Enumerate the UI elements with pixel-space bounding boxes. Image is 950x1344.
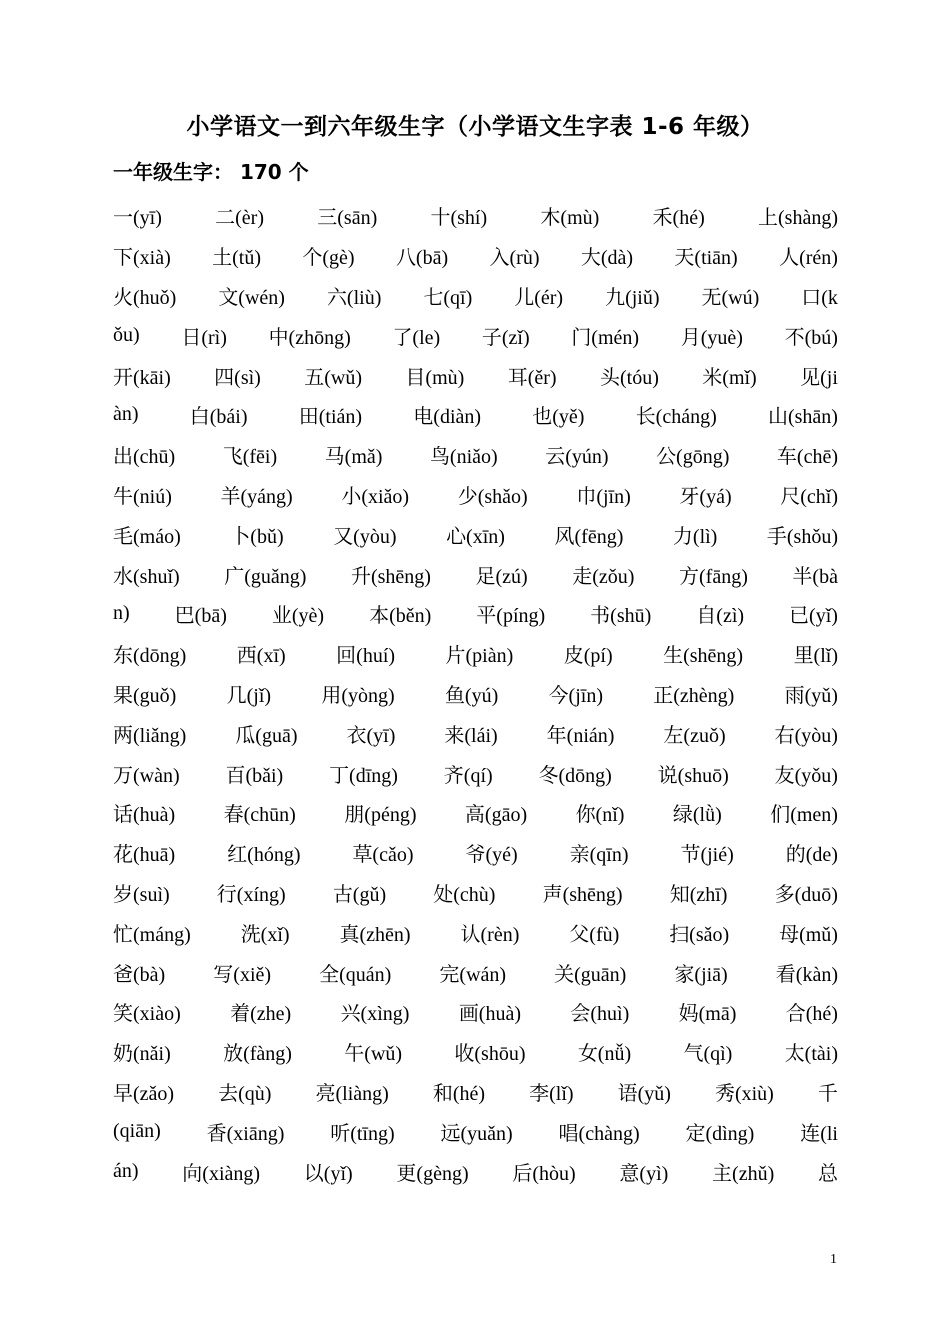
character-entry: 见(ji <box>800 366 838 389</box>
text-line <box>113 276 838 316</box>
character-entry: 九(jiǔ) <box>605 286 660 309</box>
character-entry: 飞(fēi) <box>222 446 278 469</box>
character-entry: 八(bā) <box>395 247 449 270</box>
text-line <box>113 196 838 236</box>
character-list <box>113 196 838 1191</box>
character-entry: 去(qù) <box>218 1082 272 1105</box>
text-line <box>113 713 838 753</box>
character-entry: 足(zú) <box>475 565 528 588</box>
character-entry: 多(duō) <box>774 883 838 906</box>
text-line <box>113 514 838 554</box>
text-line <box>113 1032 838 1072</box>
character-entry: 真(zhēn) <box>339 923 411 946</box>
character-entry: 远(yuǎn) <box>440 1122 513 1145</box>
character-entry: 二(èr) <box>215 207 264 230</box>
character-entry: 东(dōng) <box>113 645 187 668</box>
character-entry: 广(guǎng) <box>224 565 307 588</box>
text-line <box>113 1151 838 1191</box>
text-line <box>113 833 838 873</box>
character-entry: 马(mǎ) <box>324 446 383 469</box>
character-entry: 三(sān) <box>317 207 378 230</box>
character-entry: n) <box>113 602 130 625</box>
character-entry: 岁(suì) <box>113 883 170 906</box>
character-entry: 亲(qīn) <box>569 844 629 867</box>
character-entry: 手(shǒu) <box>766 525 838 548</box>
character-entry: 奶(nǎi) <box>113 1043 171 1066</box>
character-entry: 小(xiǎo) <box>341 485 410 508</box>
text-line <box>113 1111 838 1151</box>
character-entry: 冬(dōng) <box>538 764 612 787</box>
character-entry: 四(sì) <box>214 366 261 389</box>
character-entry: 以(yǐ) <box>303 1162 353 1185</box>
character-entry: 风(fēng) <box>554 525 624 548</box>
character-entry: 笑(xiào) <box>113 1003 181 1026</box>
character-entry: 绿(lǜ) <box>672 804 722 827</box>
character-entry: 早(zǎo) <box>113 1082 175 1105</box>
character-entry: (qiān) <box>113 1119 161 1142</box>
text-line <box>113 315 838 355</box>
character-entry: 洗(xǐ) <box>240 923 290 946</box>
text-line <box>113 674 838 714</box>
character-entry: 半(bà <box>792 565 838 588</box>
character-entry: 午(wǔ) <box>344 1043 403 1066</box>
character-entry: 上(shàng) <box>758 207 838 230</box>
character-entry: 开(kāi) <box>113 366 171 389</box>
character-entry: 皮(pí) <box>563 645 613 668</box>
text-line <box>113 793 838 833</box>
character-entry: 古(gǔ) <box>332 883 387 906</box>
character-entry: 巾(jīn) <box>576 485 631 508</box>
character-entry: 妈(mā) <box>678 1003 737 1026</box>
character-entry: 禾(hé) <box>652 207 705 230</box>
character-entry: 放(fàng) <box>223 1043 292 1066</box>
character-entry: 七(qī) <box>423 286 473 309</box>
character-entry: 来(lái) <box>444 724 498 747</box>
character-entry: 中(zhōng) <box>268 326 351 349</box>
character-entry: 今(jīn) <box>548 684 603 707</box>
character-entry: 齐(qí) <box>443 764 493 787</box>
text-line <box>113 355 838 395</box>
character-entry: 更(gèng) <box>396 1162 469 1185</box>
character-entry: 果(guǒ) <box>113 684 177 707</box>
text-line <box>113 873 838 913</box>
character-entry: 完(wán) <box>439 963 507 986</box>
character-entry: 天(tiān) <box>674 247 738 270</box>
character-entry: 春(chūn) <box>223 804 296 827</box>
character-entry: 草(cǎo) <box>352 844 414 867</box>
character-entry: 头(tóu) <box>599 366 659 389</box>
character-entry: 业(yè) <box>271 605 325 628</box>
character-entry: 兴(xìng) <box>340 1003 410 1026</box>
character-entry: 气(qì) <box>683 1043 733 1066</box>
character-entry: 忙(máng) <box>113 923 191 946</box>
character-entry: 五(wǔ) <box>304 366 363 389</box>
character-entry: 山(shān) <box>767 406 838 429</box>
text-line <box>113 992 838 1032</box>
character-entry: 语(yǔ) <box>617 1082 671 1105</box>
character-entry: 一(yī) <box>113 207 162 230</box>
text-line <box>113 594 838 634</box>
page-title: 小学语文一到六年级生字（小学语文生字表 1-6 年级） <box>186 114 764 140</box>
character-entry: 下(xià) <box>113 247 171 270</box>
character-entry: 鱼(yú) <box>444 684 499 707</box>
character-entry: 写(xiě) <box>213 963 272 986</box>
character-entry: 卜(bǔ) <box>230 525 284 548</box>
character-entry: 田(tián) <box>298 406 363 429</box>
character-entry: 目(mù) <box>405 366 465 389</box>
character-entry: 亮(liàng) <box>315 1082 389 1105</box>
character-entry: 巴(bā) <box>174 605 227 628</box>
character-entry: 和(hé) <box>432 1082 486 1105</box>
character-entry: 定(dìng) <box>685 1122 755 1145</box>
character-entry: 友(yǒu) <box>774 764 838 787</box>
character-entry: 说(shuō) <box>657 764 729 787</box>
character-entry: 关(guān) <box>554 963 627 986</box>
character-entry: 着(zhe) <box>230 1003 292 1026</box>
character-entry: 回(huí) <box>336 645 396 668</box>
character-entry: 口(k <box>801 286 838 309</box>
text-line <box>113 912 838 952</box>
character-entry: 你(nǐ) <box>575 804 625 827</box>
character-entry: 入(rù) <box>489 247 540 270</box>
character-entry: 的(de) <box>785 844 838 867</box>
character-entry: 力(lì) <box>672 525 718 548</box>
character-entry: 衣(yī) <box>346 724 396 747</box>
character-entry: 处(chù) <box>433 883 496 906</box>
character-entry: 了(le) <box>392 326 441 349</box>
character-entry: 后(hòu) <box>512 1162 576 1185</box>
character-entry: 主(zhǔ) <box>712 1162 775 1185</box>
character-entry: 右(yòu) <box>774 724 838 747</box>
character-entry: 白(bái) <box>189 406 248 429</box>
character-entry: 扫(sǎo) <box>669 923 730 946</box>
character-entry: 升(shēng) <box>350 565 431 588</box>
character-entry: 文(wén) <box>218 286 285 309</box>
character-entry: 画(huà) <box>458 1003 522 1026</box>
character-entry: 两(liǎng) <box>113 724 187 747</box>
character-entry: 本(běn) <box>369 605 432 628</box>
character-entry: 们(men) <box>770 804 838 827</box>
character-entry: 意(yì) <box>619 1162 669 1185</box>
text-line <box>113 236 838 276</box>
character-entry: 李(lǐ) <box>529 1082 574 1105</box>
character-entry: 丁(dīng) <box>329 764 398 787</box>
character-entry: 书(shū) <box>590 605 652 628</box>
character-entry: 自(zì) <box>696 605 745 628</box>
character-entry: 云(yún) <box>545 446 609 469</box>
text-line <box>113 952 838 992</box>
character-entry: 车(chē) <box>776 446 838 469</box>
character-entry: 女(nǚ) <box>577 1043 632 1066</box>
text-line <box>113 634 838 674</box>
character-entry: 秀(xiù) <box>714 1082 774 1105</box>
text-line <box>113 395 838 435</box>
text-line <box>113 475 838 515</box>
character-entry: 又(yòu) <box>333 525 397 548</box>
character-entry: 花(huā) <box>113 844 176 867</box>
character-entry: 鸟(niǎo) <box>429 446 498 469</box>
character-entry: 认(rèn) <box>460 923 520 946</box>
character-entry: 公(gōng) <box>656 446 730 469</box>
character-entry: ǒu) <box>113 323 140 346</box>
character-entry: 月(yuè) <box>680 326 743 349</box>
character-entry: 声(shēng) <box>542 883 623 906</box>
character-entry: 全(quán) <box>319 963 392 986</box>
text-line <box>113 554 838 594</box>
character-entry: 儿(ér) <box>514 286 564 309</box>
character-entry: 向(xiàng) <box>182 1162 261 1185</box>
character-entry: 母(mǔ) <box>779 923 838 946</box>
character-entry: 合(hé) <box>785 1003 838 1026</box>
character-entry: 爷(yé) <box>465 844 518 867</box>
character-entry: 片(piàn) <box>445 645 514 668</box>
character-entry: 六(liù) <box>326 286 382 309</box>
character-entry: 红(hóng) <box>227 844 301 867</box>
character-entry: 门(mén) <box>571 326 640 349</box>
section-heading: 一年级生字： 170 个 <box>113 160 309 184</box>
character-entry: 收(shōu) <box>454 1043 526 1066</box>
character-entry: 无(wú) <box>701 286 760 309</box>
character-entry: àn) <box>113 403 139 426</box>
character-entry: 也(yě) <box>532 406 585 429</box>
character-entry: 羊(yáng) <box>220 485 293 508</box>
character-entry: 唱(chàng) <box>558 1122 640 1145</box>
text-line <box>113 753 838 793</box>
character-entry: 瓜(guā) <box>235 724 298 747</box>
character-entry: 会(huì) <box>570 1003 630 1026</box>
character-entry: 生(shēng) <box>663 645 744 668</box>
character-entry: 雨(yǔ) <box>784 684 838 707</box>
character-entry: 左(zuǒ) <box>663 724 726 747</box>
character-entry: 总 <box>817 1162 838 1185</box>
character-entry: 里(lǐ) <box>793 645 838 668</box>
character-entry: 朋(péng) <box>344 804 417 827</box>
character-entry: 耳(ěr) <box>507 366 557 389</box>
character-entry: 出(chū) <box>113 446 176 469</box>
character-entry: 大(dà) <box>580 247 634 270</box>
character-entry: 日(rì) <box>181 326 227 349</box>
character-entry: 走(zǒu) <box>572 565 635 588</box>
page-number: 1 <box>830 1252 837 1267</box>
character-entry: 百(bǎi) <box>225 764 284 787</box>
character-entry: 少(shǎo) <box>457 485 528 508</box>
character-entry: 听(tīng) <box>330 1122 395 1145</box>
character-entry: 方(fāng) <box>679 565 748 588</box>
character-entry: 父(fù) <box>569 923 620 946</box>
character-entry: 几(jǐ) <box>226 684 272 707</box>
character-entry: 正(zhèng) <box>653 684 735 707</box>
character-entry: án) <box>113 1159 139 1182</box>
character-entry: 毛(máo) <box>113 525 181 548</box>
character-entry: 年(nián) <box>546 724 615 747</box>
text-line <box>113 1072 838 1112</box>
character-entry: 香(xiāng) <box>206 1122 285 1145</box>
character-entry: 牙(yá) <box>679 485 732 508</box>
character-entry: 高(gāo) <box>464 804 528 827</box>
character-entry: 用(yòng) <box>321 684 395 707</box>
character-entry: 西(xī) <box>236 645 286 668</box>
character-entry: 电(diàn) <box>413 406 482 429</box>
character-entry: 已(yǐ) <box>789 605 838 628</box>
text-line <box>113 435 838 475</box>
character-entry: 话(huà) <box>113 804 176 827</box>
character-entry: 尺(chǐ) <box>780 485 838 508</box>
character-entry: 知(zhī) <box>669 883 728 906</box>
character-entry: 十(shí) <box>430 207 488 230</box>
character-entry: 牛(niú) <box>113 485 172 508</box>
character-entry: 个(gè) <box>302 247 355 270</box>
character-entry: 节(jié) <box>680 844 734 867</box>
character-entry: 行(xíng) <box>216 883 286 906</box>
character-entry: 不(bú) <box>784 326 838 349</box>
character-entry: 爸(bà) <box>113 963 166 986</box>
character-entry: 看(kàn) <box>775 963 838 986</box>
character-entry: 子(zǐ) <box>481 326 530 349</box>
character-entry: 心(xīn) <box>446 525 505 548</box>
character-entry: 米(mǐ) <box>702 366 757 389</box>
character-entry: 千 <box>817 1082 838 1105</box>
character-entry: 万(wàn) <box>113 764 180 787</box>
character-entry: 太(tài) <box>784 1043 838 1066</box>
character-entry: 平(píng) <box>476 605 546 628</box>
character-entry: 土(tǔ) <box>212 247 262 270</box>
character-entry: 火(huǒ) <box>113 286 177 309</box>
character-entry: 人(rén) <box>779 247 838 270</box>
character-entry: 木(mù) <box>540 207 600 230</box>
character-entry: 长(cháng) <box>635 406 717 429</box>
character-entry: 家(jiā) <box>674 963 728 986</box>
character-entry: 连(li <box>800 1122 838 1145</box>
character-entry: 水(shuǐ) <box>113 565 180 588</box>
